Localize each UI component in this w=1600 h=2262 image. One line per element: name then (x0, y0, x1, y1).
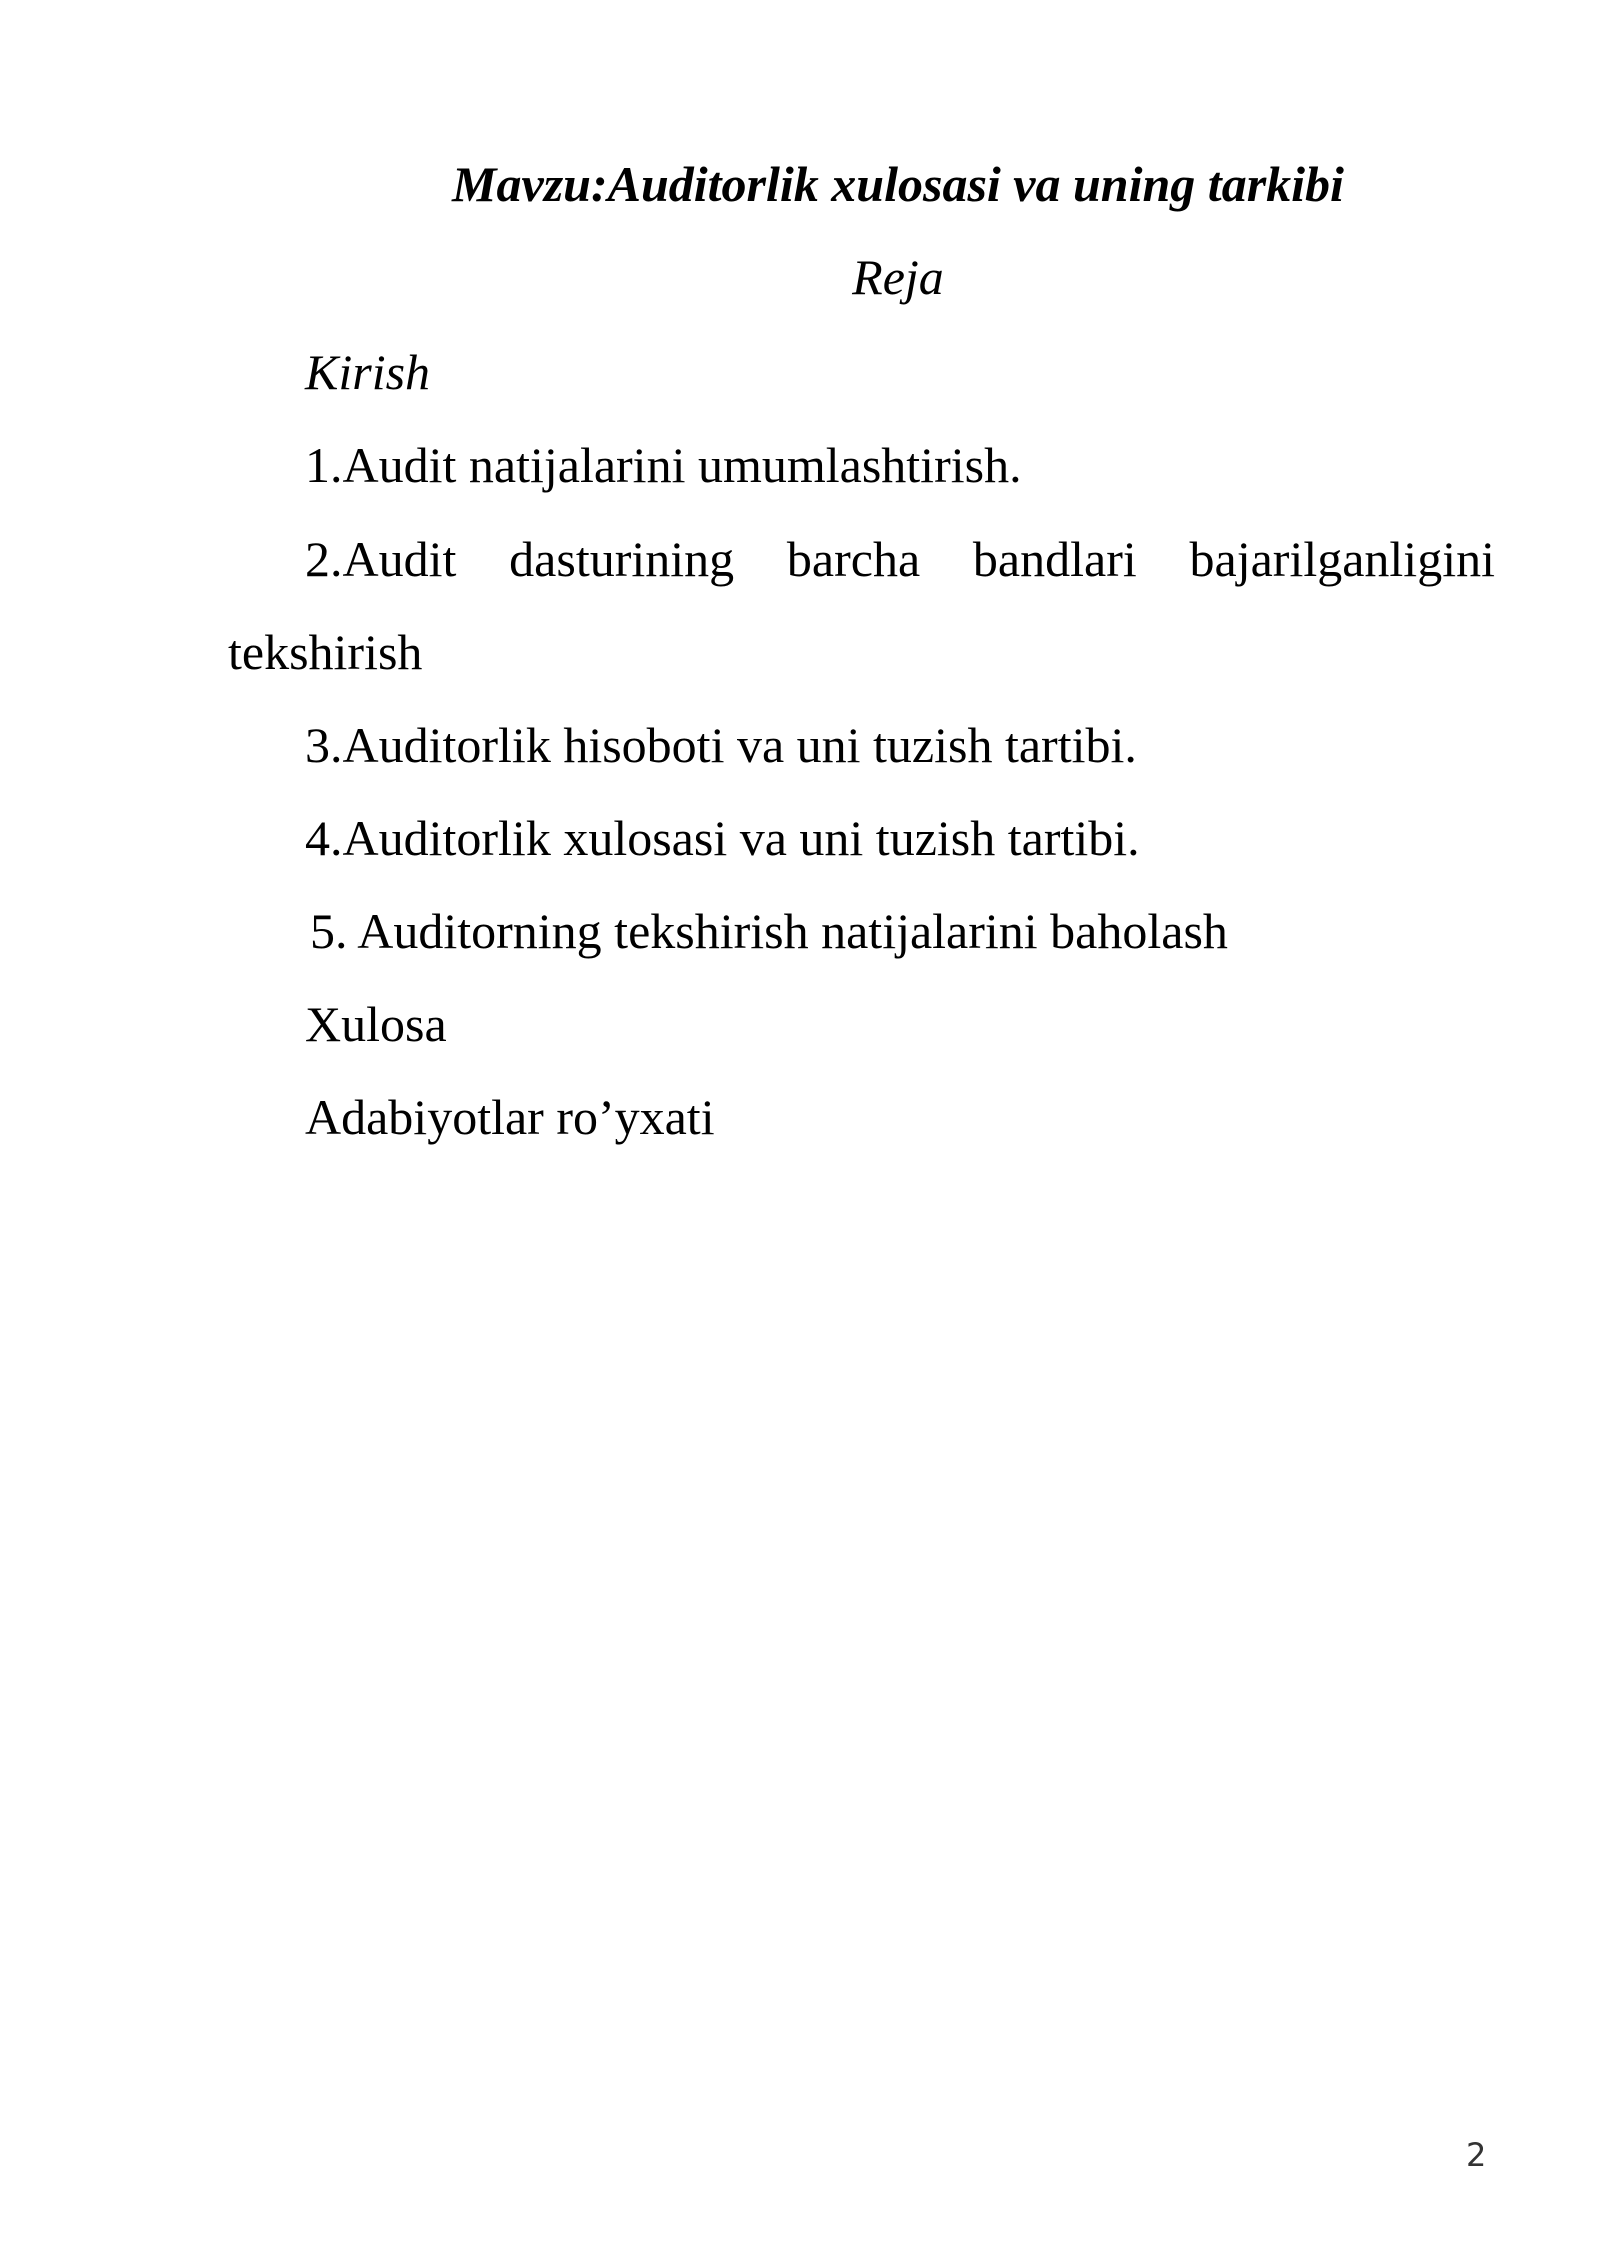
intro-item: Kirish (305, 344, 431, 400)
plan-item-2-continuation: tekshirish (228, 624, 423, 680)
plan-item-5: 5. Auditorning tekshirish natijalarini baholash (310, 903, 1228, 959)
plan-item-4: 4.Auditorlik xulosasi va uni tuzish tartibi. (305, 810, 1140, 866)
plan-heading: Reja (852, 249, 944, 305)
plan-item-2-word: barcha (786, 531, 921, 587)
conclusion-item: Xulosa (305, 996, 447, 1052)
plan-item-2-word: dasturining (509, 531, 735, 587)
plan-item-2 (305, 527, 1495, 591)
plan-item-1: 1.Audit natijalarini umumlashtirish. (305, 437, 1022, 493)
document-title: Mavzu:Auditorlik xulosasi va uning tarkibi (452, 156, 1344, 212)
plan-item-3: 3.Auditorlik hisoboti va uni tuzish tartibi. (305, 717, 1137, 773)
references-item: Adabiyotlar ro’yxati (305, 1089, 715, 1145)
plan-item-2-word: 2.Audit (305, 531, 457, 587)
page-number: 2 (1466, 2136, 1487, 2174)
plan-item-2-word: bandlari (972, 531, 1137, 587)
plan-item-2-word: bajarilganligini (1189, 531, 1495, 587)
